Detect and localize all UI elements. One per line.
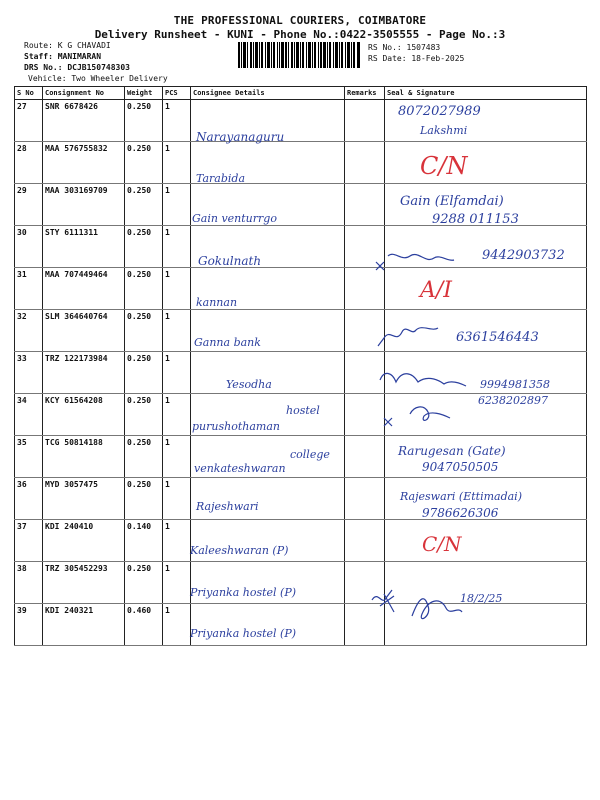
cell-sno: 27 xyxy=(15,100,43,142)
cell-weight: 0.250 xyxy=(125,268,163,310)
cell-consignment-no: STY 6111311 xyxy=(43,226,125,268)
cell-consignment-no: KCY 61564208 xyxy=(43,394,125,436)
hw-consignee: Priyanka hostel (P) xyxy=(190,627,297,640)
col-weight: Weight xyxy=(125,87,163,100)
hw-signature: Rarugesan (Gate) xyxy=(398,444,506,458)
hw-signature: 9994981358 xyxy=(480,378,550,391)
table-row xyxy=(15,142,587,184)
hw-consignee: kannan xyxy=(196,296,238,309)
cell-sno: 39 xyxy=(15,604,43,646)
hw-consignee: Yesodha xyxy=(226,378,272,391)
hw-consignee: Rajeshwari xyxy=(196,500,259,513)
cell-pcs: 1 xyxy=(163,520,191,562)
hw-signature: 9442903732 xyxy=(482,248,565,263)
staff-label: Staff: MANIMARAN xyxy=(24,52,102,61)
col-pcs: PCS xyxy=(163,87,191,100)
page-title: THE PROFESSIONAL COURIERS, COIMBATORE xyxy=(173,14,427,27)
cell-weight: 0.250 xyxy=(125,478,163,520)
cell-consignment-no: MAA 303169709 xyxy=(43,184,125,226)
cell-sno: 34 xyxy=(15,394,43,436)
hw-signature: 9786626306 xyxy=(422,506,499,520)
cell-consignment-no: SNR 6678426 xyxy=(43,100,125,142)
cell-sno: 32 xyxy=(15,310,43,352)
col-consignee: Consignee Details xyxy=(191,87,345,100)
hw-consignee: Priyanka hostel (P) xyxy=(190,586,297,599)
cell-pcs: 1 xyxy=(163,436,191,478)
cell-remarks xyxy=(345,394,385,436)
hw-consignee: venkateshwaran xyxy=(194,462,286,475)
cell-remarks xyxy=(345,184,385,226)
cell-sno: 35 xyxy=(15,436,43,478)
cell-sno: 31 xyxy=(15,268,43,310)
cell-weight: 0.250 xyxy=(125,100,163,142)
cell-sno: 38 xyxy=(15,562,43,604)
col-remarks: Remarks xyxy=(345,87,385,100)
hw-signature: 6238202897 xyxy=(478,394,548,407)
cell-sno: 30 xyxy=(15,226,43,268)
route-label: Route: K G CHAVADI xyxy=(24,41,111,50)
col-sno: S No xyxy=(15,87,43,100)
hw-consignee: Gain venturrgo xyxy=(192,212,277,225)
table-row xyxy=(15,520,587,562)
cell-sno: 28 xyxy=(15,142,43,184)
cell-pcs: 1 xyxy=(163,142,191,184)
cell-weight: 0.140 xyxy=(125,520,163,562)
cell-sno: 36 xyxy=(15,478,43,520)
cell-remarks xyxy=(345,142,385,184)
cell-sno: 37 xyxy=(15,520,43,562)
cell-pcs: 1 xyxy=(163,100,191,142)
hw-signature: 18/2/25 xyxy=(460,592,503,605)
rs-info xyxy=(368,42,464,64)
table-row xyxy=(15,100,587,142)
cell-signature xyxy=(385,520,587,562)
cell-pcs: 1 xyxy=(163,352,191,394)
hw-signature: 9288 011153 xyxy=(432,212,519,227)
cell-consignment-no: KDI 240410 xyxy=(43,520,125,562)
page-subtitle: Delivery Runsheet - KUNI - Phone No.:0422-3505555 - Page No.:3 xyxy=(94,28,506,41)
table-row xyxy=(15,604,587,646)
hw-consignee: Gokulnath xyxy=(198,254,262,268)
barcode xyxy=(238,42,360,68)
hw-signature: Rajeswari (Ettimadai) xyxy=(400,490,522,503)
cell-consignment-no: SLM 364640764 xyxy=(43,310,125,352)
cell-pcs: 1 xyxy=(163,394,191,436)
cell-pcs: 1 xyxy=(163,226,191,268)
cell-consignee-details xyxy=(191,478,345,520)
cell-consignment-no: MAA 707449464 xyxy=(43,268,125,310)
hw-signature: Lakshmi xyxy=(420,124,468,137)
drs-number: DRS No.: DCJB150748303 xyxy=(24,63,130,72)
col-signature: Seal & Signature xyxy=(385,87,587,100)
hw-consignee: college xyxy=(290,448,330,461)
cell-consignment-no: MAA 576755832 xyxy=(43,142,125,184)
cell-pcs: 1 xyxy=(163,562,191,604)
hw-remark: C/N xyxy=(422,532,462,556)
hw-consignee: Kaleeshwaran (P) xyxy=(190,544,289,557)
col-consignment: Consignment No xyxy=(43,87,125,100)
cell-pcs: 1 xyxy=(163,310,191,352)
cell-consignment-no: MYD 3057475 xyxy=(43,478,125,520)
cell-pcs: 1 xyxy=(163,268,191,310)
cell-remarks xyxy=(345,562,385,604)
cell-remarks xyxy=(345,268,385,310)
rs-date: RS Date: 18-Feb-2025 xyxy=(368,54,465,63)
cell-weight: 0.250 xyxy=(125,226,163,268)
table-header-row xyxy=(15,87,587,100)
hw-signature: 6361546443 xyxy=(456,330,539,345)
cell-pcs: 1 xyxy=(163,184,191,226)
hw-remark: A/I xyxy=(420,278,452,303)
cell-weight: 0.250 xyxy=(125,184,163,226)
cell-remarks xyxy=(345,352,385,394)
cell-sno: 29 xyxy=(15,184,43,226)
cell-weight: 0.250 xyxy=(125,394,163,436)
cell-sno: 33 xyxy=(15,352,43,394)
cell-consignment-no: KDI 240321 xyxy=(43,604,125,646)
cell-consignment-no: TRZ 122173984 xyxy=(43,352,125,394)
hw-consignee: Tarabida xyxy=(196,172,246,185)
cell-remarks xyxy=(345,478,385,520)
cell-signature xyxy=(385,268,587,310)
hw-consignee: Narayanaguru xyxy=(196,130,285,144)
cell-consignment-no: TRZ 305452293 xyxy=(43,562,125,604)
cell-consignment-no: TCG 50814188 xyxy=(43,436,125,478)
hw-signature: Gain (Elfamdai) xyxy=(400,194,504,209)
cell-signature xyxy=(385,604,587,646)
table-row xyxy=(15,268,587,310)
cell-weight: 0.250 xyxy=(125,310,163,352)
hw-signature: 9047050505 xyxy=(422,460,499,474)
cell-signature xyxy=(385,142,587,184)
cell-weight: 0.250 xyxy=(125,352,163,394)
cell-remarks xyxy=(345,310,385,352)
vehicle-label: Vehicle: Two Wheeler Delivery xyxy=(28,74,168,83)
hw-consignee: purushothaman xyxy=(192,420,280,433)
hw-signature: 8072027989 xyxy=(398,104,481,119)
cell-remarks xyxy=(345,604,385,646)
cell-remarks xyxy=(345,520,385,562)
cell-pcs: 1 xyxy=(163,478,191,520)
cell-weight: 0.460 xyxy=(125,604,163,646)
cell-remarks xyxy=(345,226,385,268)
runsheet-table xyxy=(14,86,587,646)
cell-weight: 0.250 xyxy=(125,142,163,184)
cell-pcs: 1 xyxy=(163,604,191,646)
cell-weight: 0.250 xyxy=(125,436,163,478)
hw-remark: C/N xyxy=(420,152,468,180)
hw-consignee: Ganna bank xyxy=(194,336,261,349)
rs-number: RS No.: 1507483 xyxy=(368,43,441,52)
hw-consignee: hostel xyxy=(286,404,320,417)
cell-remarks xyxy=(345,100,385,142)
cell-remarks xyxy=(345,436,385,478)
cell-weight: 0.250 xyxy=(125,562,163,604)
